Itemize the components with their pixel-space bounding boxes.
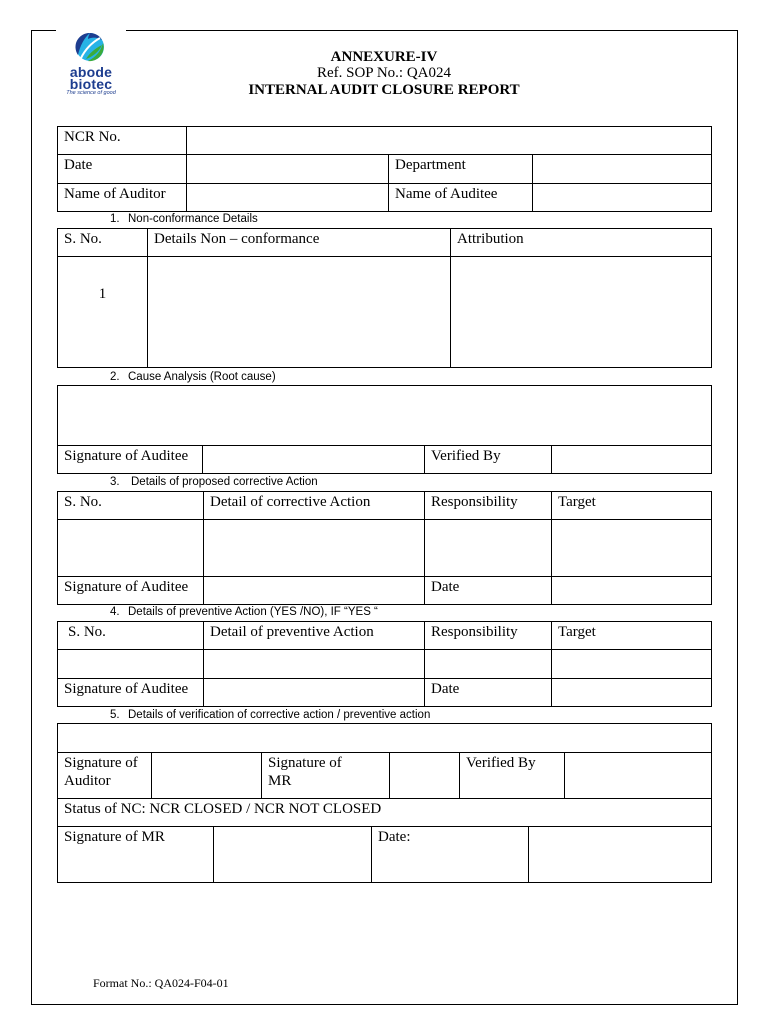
auditor-name-label: Name of Auditor (57, 183, 187, 212)
logo-word-biotec: biotec (69, 76, 113, 92)
pa-row-responsibility-field[interactable] (424, 649, 552, 679)
section-number: 1. (110, 213, 120, 225)
ca-auditee-signature-label: Signature of Auditee (57, 445, 203, 474)
corrective-signature-field[interactable] (203, 576, 425, 605)
corrective-date-field[interactable] (551, 576, 712, 605)
auditee-name-label: Name of Auditee (388, 183, 533, 212)
report-title: INTERNAL AUDIT CLOSURE REPORT (248, 82, 520, 98)
ca-header-detail: Detail of corrective Action (203, 491, 425, 520)
format-number: Format No.: QA024-F04-01 (93, 976, 229, 990)
section-heading-nonconformance (110, 212, 590, 226)
ca-header-responsibility: Responsibility (424, 491, 552, 520)
section-title: Details of preventive Action (YES /NO), IF “YES “ (128, 606, 378, 618)
nc-row-attribution-field[interactable] (450, 256, 712, 368)
ca-row-sno-field[interactable] (57, 519, 204, 577)
section-heading-cause-analysis (110, 370, 590, 384)
section-title: Details of proposed corrective Action (131, 476, 318, 488)
ca-header-target: Target (551, 491, 712, 520)
mr-final-signature-field[interactable] (213, 826, 372, 883)
verification-verified-by-field[interactable] (564, 752, 712, 799)
department-label: Department (388, 154, 533, 184)
verification-details-field[interactable] (57, 723, 712, 753)
nc-header-attribution: Attribution (450, 228, 712, 257)
section-heading-verification (110, 708, 590, 722)
section-heading-corrective-action (110, 475, 590, 489)
auditor-signature-field[interactable] (151, 752, 262, 799)
logo-word-abode: abode (69, 64, 113, 80)
mr-signature-label: Signature of MR (261, 752, 390, 799)
pa-header-target: Target (551, 621, 712, 650)
auditor-signature-label: Signature of Auditor (57, 752, 152, 799)
nc-row-sno: 1 (57, 256, 148, 368)
sop-reference: Ref. SOP No.: QA024 (316, 65, 452, 81)
nc-row-details-field[interactable] (147, 256, 451, 368)
nc-header-details: Details Non – conformance (147, 228, 451, 257)
pa-row-detail-field[interactable] (203, 649, 425, 679)
preventive-signature-label: Signature of Auditee (57, 678, 204, 707)
closure-date-label: Date: (371, 826, 529, 883)
section-number: 4. (110, 606, 120, 618)
date-label: Date (57, 154, 187, 184)
ca-row-responsibility-field[interactable] (424, 519, 552, 577)
ca-verified-by-field[interactable] (551, 445, 712, 474)
section-number: 5. (110, 709, 120, 721)
annexure-heading: ANNEXURE-IV (330, 49, 438, 65)
date-field[interactable] (186, 154, 389, 184)
pa-header-responsibility: Responsibility (424, 621, 552, 650)
pa-header-detail: Detail of preventive Action (203, 621, 425, 650)
mr-signature-field[interactable] (389, 752, 460, 799)
ncr-no-field[interactable] (186, 126, 712, 155)
auditee-name-field[interactable] (532, 183, 712, 212)
mr-final-signature-label: Signature of MR (57, 826, 214, 883)
corrective-signature-label: Signature of Auditee (57, 576, 204, 605)
pa-row-target-field[interactable] (551, 649, 712, 679)
pa-row-sno-field[interactable] (57, 649, 204, 679)
section-number: 3. (110, 476, 120, 488)
ca-row-target-field[interactable] (551, 519, 712, 577)
corrective-date-label: Date (424, 576, 552, 605)
section-title: Non-conformance Details (128, 213, 258, 225)
nc-header-sno: S. No. (57, 228, 148, 257)
section-title: Cause Analysis (Root cause) (128, 371, 276, 383)
verification-verified-by-label: Verified By (459, 752, 565, 799)
nc-status: Status of NC: NCR CLOSED / NCR NOT CLOSED (57, 798, 712, 827)
logo-tagline: The science of good (66, 90, 116, 96)
section-heading-preventive-action (110, 605, 590, 619)
preventive-date-field[interactable] (551, 678, 712, 707)
closure-date-field[interactable] (528, 826, 712, 883)
section-title: Details of verification of corrective action / preventive action (128, 709, 431, 721)
auditor-name-field[interactable] (186, 183, 389, 212)
department-field[interactable] (532, 154, 712, 184)
pa-header-sno: S. No. (57, 621, 204, 650)
root-cause-field[interactable] (57, 385, 712, 446)
ca-header-sno: S. No. (57, 491, 204, 520)
ca-row-detail-field[interactable] (203, 519, 425, 577)
ca-verified-by-label: Verified By (424, 445, 552, 474)
ncr-no-label: NCR No. (57, 126, 187, 155)
preventive-signature-field[interactable] (203, 678, 425, 707)
preventive-date-label: Date (424, 678, 552, 707)
section-number: 2. (110, 371, 120, 383)
ca-auditee-signature-field[interactable] (202, 445, 425, 474)
